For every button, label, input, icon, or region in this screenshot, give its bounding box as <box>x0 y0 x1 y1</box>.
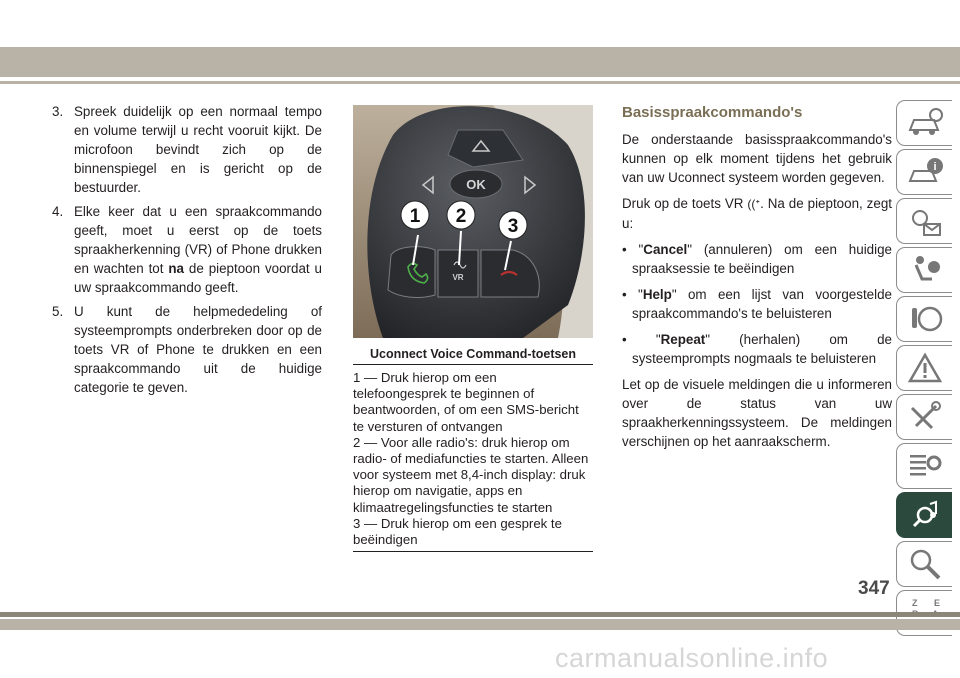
tab-service-tools[interactable] <box>896 394 952 440</box>
callout-2 <box>447 201 475 229</box>
key-steering-icon <box>906 302 944 336</box>
step-5 <box>52 302 322 397</box>
press-text-cont: . Na de pieptoon, zegt u: <box>622 196 892 231</box>
figure-caption-title: Uconnect Voice Command-toetsen <box>369 347 577 361</box>
watermark: carmanualsonline.info <box>555 643 829 673</box>
tab-lights-message[interactable] <box>896 198 952 244</box>
tab-car-info[interactable] <box>896 100 952 146</box>
callout-1 <box>401 201 429 229</box>
tab-key-steering[interactable] <box>896 296 952 342</box>
step-text: U kunt de helpmededeling of systeemprompts onderbreken door op de toets VR of Phone te drukken en een spraakcommando uit de huidige categorie te geven. <box>74 304 322 395</box>
step-text-cont: de pieptoon voordat u uw spraakcommando geeft. <box>74 261 322 295</box>
car-warning-icon <box>906 155 944 189</box>
bullet-cancel: • "Cancel" (annuleren) om een huidige spraaksessie te beëindigen <box>622 242 892 276</box>
car-info-icon <box>906 106 944 140</box>
press-text: Druk op de toets VR <box>622 196 748 211</box>
vr-voice-icon: ((ᐩ <box>747 197 761 211</box>
command-desc: (herhalen) om de systeemprompts nogmaals te beluisteren <box>632 332 892 366</box>
svg-text:2: 2 <box>455 206 467 227</box>
steering-wheel-illustration <box>353 105 593 338</box>
section-intro: De onderstaande basisspraakcommando's kunnen op elk moment tijdens het gebruik van uw Uconnect systeem worden gegeven. <box>622 132 892 185</box>
specs-gear-icon <box>906 449 944 483</box>
caption-rule-top <box>353 364 593 365</box>
command-name: Repeat <box>660 332 706 347</box>
command-name: Cancel <box>643 242 688 257</box>
command-desc: om een lijst van voorgestelde spraakcommando's te beluisteren <box>632 287 892 321</box>
svg-text:3: 3 <box>507 216 519 237</box>
step-text: Spreek duidelijk op een normaal tempo en volume terwijl u recht vooruit kijkt. De microfoon bevindt zich op de binnenspiegel en is gericht op de bestuurder. <box>74 104 322 195</box>
step-number: 4. <box>52 204 64 219</box>
step-number: 3. <box>52 104 64 119</box>
search-icon <box>906 547 944 581</box>
tab-car-warning[interactable] <box>896 149 952 195</box>
command-desc: (annuleren) om een huidige spraaksessie te beëindigen <box>632 242 892 276</box>
tab-search[interactable] <box>896 541 952 587</box>
section-heading: Basisspraakcommando's <box>622 104 803 121</box>
bullet-repeat: • "Repeat" (herhalen) om de systeemprompts nogmaals te beluisteren <box>622 332 892 366</box>
footer-band <box>0 612 960 617</box>
airbag-seat-icon <box>906 253 944 287</box>
page-number: 347 <box>858 578 890 599</box>
header-band <box>0 47 960 77</box>
chapter-tabs <box>896 100 954 639</box>
press-instruction <box>622 194 892 233</box>
step-text: Elke keer dat u een spraakcommando geeft, moet u eerst op de toets spraakherkenning (VR) of Phone drukken en wachten tot <box>74 204 322 276</box>
step-emphasis: na <box>168 261 184 276</box>
svg-text:1: 1 <box>409 206 421 227</box>
svg-text:i: i <box>932 161 937 173</box>
multimedia-icon <box>906 498 944 532</box>
svg-text:E: E <box>933 598 940 608</box>
section-column <box>622 103 892 458</box>
ok-label: OK <box>466 177 486 192</box>
service-tools-icon <box>906 400 944 434</box>
step-3 <box>52 102 322 197</box>
callout-3 <box>499 211 527 239</box>
warning-triangle-icon <box>906 351 944 385</box>
caption-line-1: 1 — Druk hierop om een telefoongesprek te beginnen of beantwoorden, of om een SMS-bericht te versturen of ontvangen <box>353 370 579 434</box>
steps-column <box>52 102 322 402</box>
header-rule <box>0 81 960 84</box>
lights-message-icon <box>906 204 944 238</box>
steering-wheel-photo <box>353 105 593 338</box>
tab-airbag-seat[interactable] <box>896 247 952 293</box>
caption-line-2: 2 — Voor alle radio's: druk hierop om radio- of mediafuncties te starten. Alleen voor systeem met 8,4-inch display: druk hierop om navigatie, apps en klimaatregelingsfuncties te starten <box>353 434 589 515</box>
vr-label: VR <box>452 273 464 282</box>
tab-warning-triangle[interactable] <box>896 345 952 391</box>
bullet-help: • "Help" om een lijst van voorgestelde spraakcommando's te beluisteren <box>622 287 892 321</box>
caption-rule-bottom <box>353 551 593 552</box>
svg-text:Z: Z <box>911 598 917 608</box>
footer-rule <box>0 619 960 630</box>
section-closing: Let op de visuele meldingen die u informeren over de status van uw spraakherkenningssysteem. De meldingen verschijnen op het aanraakscherm. <box>622 377 892 449</box>
command-name: Help <box>642 287 672 302</box>
tab-multimedia[interactable] <box>896 492 952 538</box>
step-number: 5. <box>52 304 64 319</box>
caption-line-3: 3 — Druk hierop om een gesprek te beëindigen <box>353 515 562 548</box>
tab-specs-gear[interactable] <box>896 443 952 489</box>
step-4 <box>52 202 322 297</box>
figure-caption <box>353 370 593 548</box>
